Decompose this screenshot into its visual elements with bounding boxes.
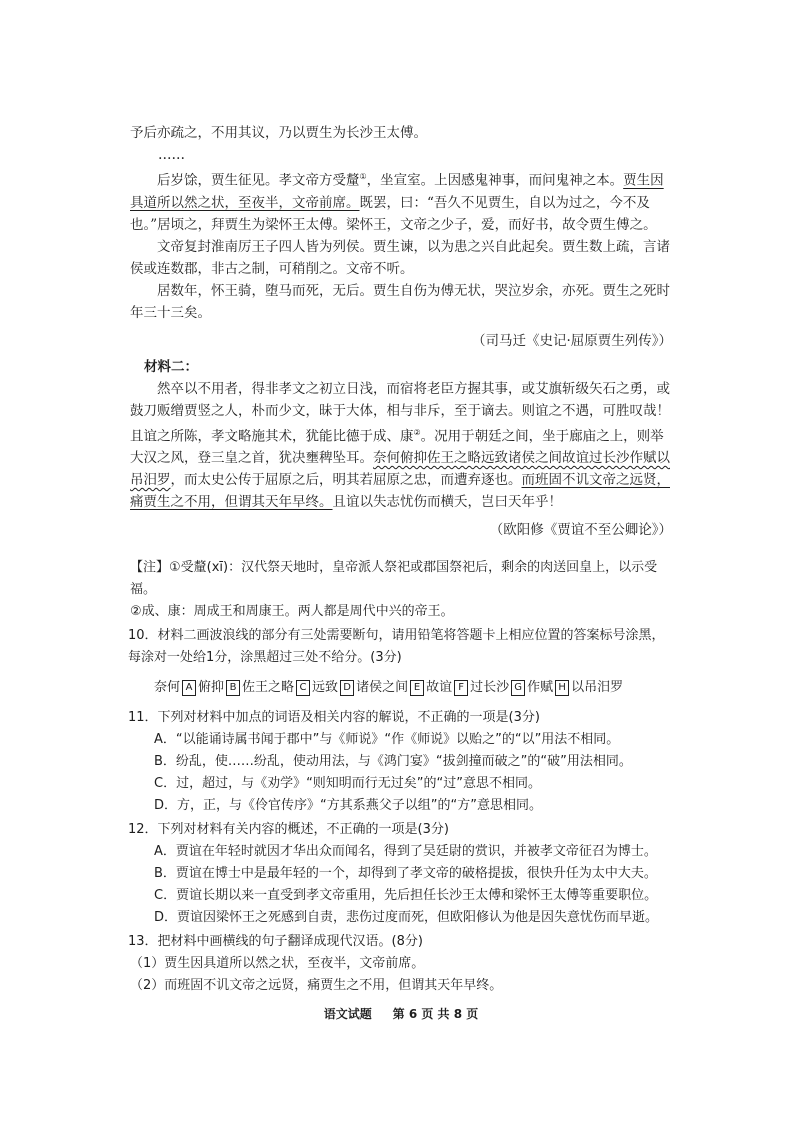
source-citation-1: （司马迁《史记·屈原贾生列传》） xyxy=(471,332,672,349)
ellipsis: …… xyxy=(158,147,185,163)
footnotes xyxy=(130,557,672,623)
answer-box-row xyxy=(154,677,672,699)
question-10 xyxy=(130,625,672,699)
passage-text: 既罢，曰：“吾久不见贾生，自以为过之，今不及也。”居顷之，拜贾生为梁怀王太傅。梁怀王，文帝之少子，爱，而好书，故令贾生傅之。 xyxy=(130,194,657,233)
passage-text: ，坐宣室。上因感鬼神事，而问鬼神之本。 xyxy=(366,172,624,189)
option-b: B．贾谊在博士中是最年轻的一个，却得到了孝文帝的破格提拔，很快升任为太中大夫。 xyxy=(154,866,657,881)
passage-paragraph-2: 文帝复封淮南厉王子四人皆为列侯。贾生谏，以为患之兴自此起矣。贾生数上疏，言诸侯或连数郡，非古之制，可稍削之。文帝不听。 xyxy=(130,238,670,277)
option-d: D．贾谊因梁怀王之死感到自责，悲伤过度而死，但欧阳修认为他是因失意忧伤而早逝。 xyxy=(154,910,659,925)
subject-label: 语文试题 xyxy=(323,1007,372,1021)
translation-item-2: （2）而班固不讥文帝之远贤，痛贾生之不用，但谓其天年早终。 xyxy=(130,978,503,993)
wavy-underlined-passage: 奈何俯抑佐王之略远致诸侯之间故谊过长沙作赋以吊汨罗 xyxy=(130,450,670,488)
option-a: A．“以能诵诗属书闻于郡中”与《师说》“作《师说》以贻之”的“以”用法不相同。 xyxy=(154,732,620,747)
answer-box-b[interactable]: B xyxy=(226,680,240,696)
footnote-2: ②成、康：周成王和周康王。两人都是周代中兴的帝王。 xyxy=(130,604,454,619)
page-number: 第 6 页 共 8 页 xyxy=(392,1007,479,1021)
passage-paragraph-3: 居数年，怀王骑，堕马而死，无后。贾生自伤为傅无状，哭泣岁余，亦死。贾生之死时年三十三矣。 xyxy=(130,282,670,321)
answer-box-c[interactable]: C xyxy=(296,680,310,696)
passage-paragraph-1 xyxy=(130,166,672,236)
footnote-marker-2: ② xyxy=(413,427,421,437)
segment-text: 俯抑 xyxy=(198,680,225,695)
footnote-1: 【注】①受釐(xī)：汉代祭天地时，皇帝派人祭祀或郡国祭祀后，剩余的肉送回皇上，以示受福。 xyxy=(130,560,658,597)
passage-text: 后岁馀，贾生征见。孝文帝方受釐 xyxy=(157,172,360,189)
segment-text: 诸侯之间 xyxy=(356,680,409,695)
question-12-stem: 12．下列对材料有关内容的概述，不正确的一项是(3分) xyxy=(128,822,449,837)
underlined-sentence-1: 贾生因具道所以然之状，至夜半，文帝前席。 xyxy=(130,172,664,211)
answer-box-a[interactable]: A xyxy=(182,680,196,696)
question-10-stem: 10．材料二画波浪线的部分有三处需要断句，请用铅笔将答题卡上相应位置的答案标号涂黑，每涂对一处给1分，涂黑超过三处不给分。(3分) xyxy=(128,628,665,665)
answer-box-d[interactable]: D xyxy=(340,680,354,696)
answer-box-h[interactable]: H xyxy=(555,680,569,696)
material-2-title: 材料二： xyxy=(144,358,198,375)
question-13-stem: 13．把材料中画横线的句子翻译成现代汉语。(8分) xyxy=(128,934,423,949)
segment-text: 佐王之略 xyxy=(242,680,295,695)
segment-text: 以吊汨罗 xyxy=(571,680,624,695)
segment-text: 奈何 xyxy=(154,680,181,695)
option-d: D．方，正，与《伶官传序》“方其系燕父子以组”的“方”意思相同。 xyxy=(154,798,542,813)
option-c: C．过，超过，与《劝学》“则知明而行无过矣”的“过”意思不相同。 xyxy=(154,776,542,791)
option-c: C．贾谊长期以来一直受到孝文帝重用，先后担任长沙王太傅和梁怀王太傅等重要职位。 xyxy=(154,888,658,903)
question-11-stem: 11．下列对材料中加点的词语及相关内容的解说，不正确的一项是(3分) xyxy=(128,710,540,725)
answer-box-g[interactable]: G xyxy=(511,680,525,696)
option-a: A．贾谊在年轻时就因才华出众而闻名，得到了吴廷尉的赏识，并被孝文帝征召为博士。 xyxy=(154,844,657,859)
underlined-sentence-2: 而班固不讥文帝之远贤，痛贾生之不用，但谓其天年早终。 xyxy=(130,472,670,510)
question-12 xyxy=(130,819,672,929)
translation-item-1: （1）贾生因具道所以然之状，至夜半，文帝前席。 xyxy=(130,956,425,971)
page-footer xyxy=(130,1003,672,1025)
footnote-marker-1: ① xyxy=(359,172,367,181)
source-citation-2: （欧阳修《贾谊不至公卿论》） xyxy=(489,522,672,538)
passage-text: ，而太史公传于屈原之后，明其若屈原之忠，而遭弃逐也。 xyxy=(170,472,522,488)
segment-text: 故谊 xyxy=(426,680,453,695)
question-11 xyxy=(130,707,672,817)
answer-box-f[interactable]: F xyxy=(454,680,468,696)
passage-text: 且谊以失志忧伤而横夭，岂曰天年乎！ xyxy=(332,494,562,510)
segment-text: 作赋 xyxy=(527,680,554,695)
option-b: B．纷乱，使……纷乱，使动用法，与《鸿门宴》“拔剑撞而破之”的“破”用法相同。 xyxy=(154,754,632,769)
segment-text: 过长沙 xyxy=(470,680,510,695)
segment-text: 远致 xyxy=(312,680,339,695)
passage-line: 予后亦疏之，不用其议，乃以贾生为长沙王太傅。 xyxy=(130,125,427,141)
passage-text: 。况用于朝廷之间，坐于廊庙之上，则举大汉之风，登三皇之首，犹决壅稗坠耳。 xyxy=(130,428,664,466)
passage-text: 然卒以不用者，得非孝文之初立日浅，而宿将老臣方握其事，或艾旗斩级矢石之勇，或鼓刀贩缯贾竖之人，朴而少文，昧于大体，相与非斥，至于谪去。则谊之不遇，可胜叹哉！且谊之所陈，孝文略施其术，犹能比德于成、康 xyxy=(130,380,670,444)
answer-box-e[interactable]: E xyxy=(410,680,424,696)
material-2-paragraph xyxy=(130,378,672,514)
question-13 xyxy=(130,931,672,997)
